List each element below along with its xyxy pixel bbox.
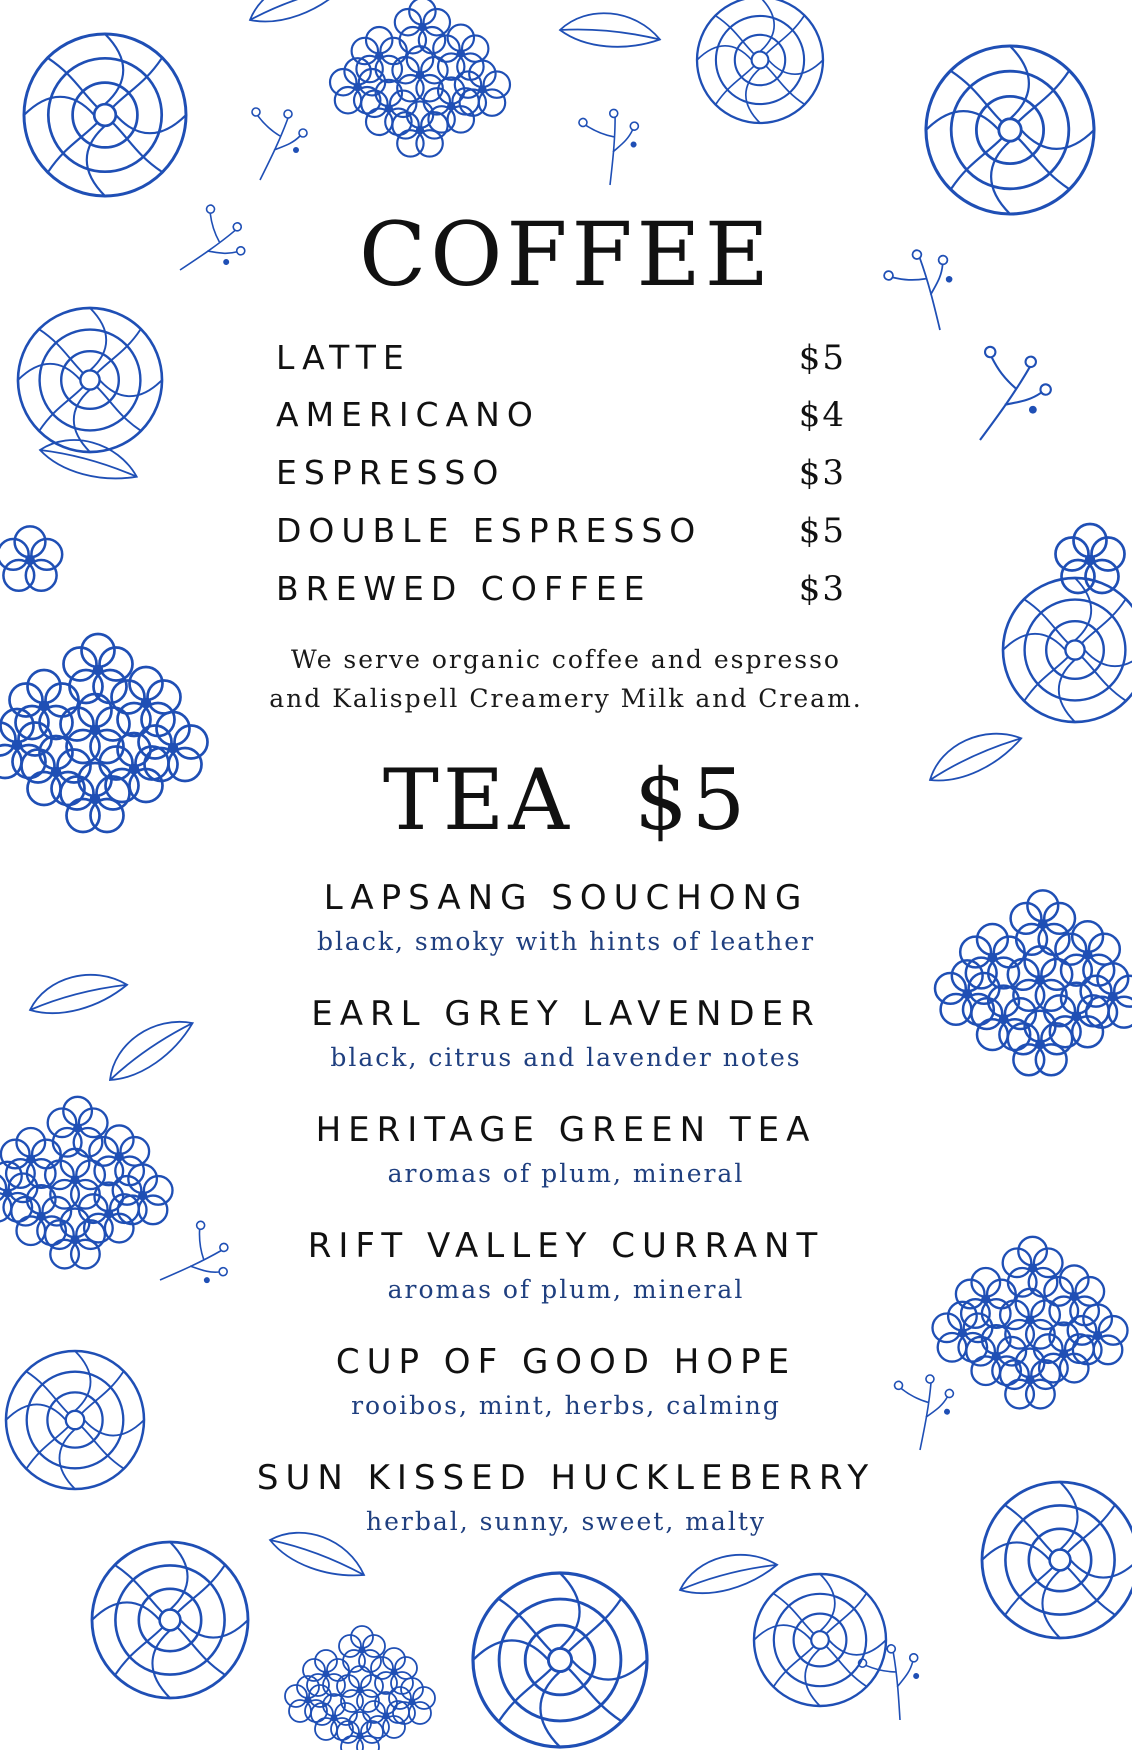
tea-item-desc: aromas of plum, mineral <box>387 1159 745 1188</box>
tea-item <box>0 1224 1132 1306</box>
coffee-item-name: LATTE <box>276 338 411 377</box>
coffee-item-price: $3 <box>798 453 846 493</box>
coffee-item <box>276 506 846 556</box>
coffee-item <box>276 333 846 383</box>
tea-item-name: CUP OF GOOD HOPE <box>335 1342 797 1382</box>
tea-item-desc: herbal, sunny, sweet, malty <box>365 1507 766 1536</box>
tea-item-name: LAPSANG SOUCHONG <box>323 878 809 918</box>
coffee-item-name: AMERICANO <box>276 395 540 434</box>
tea-item <box>0 1340 1132 1422</box>
coffee-item-name: DOUBLE ESPRESSO <box>276 511 703 550</box>
tea-heading: TEA $5 <box>382 751 750 849</box>
coffee-item-price: $5 <box>798 511 846 551</box>
tea-item-desc: black, citrus and lavender notes <box>330 1043 802 1072</box>
tea-item-desc: aromas of plum, mineral <box>387 1275 745 1304</box>
coffee-item <box>276 390 846 440</box>
coffee-item-name: ESPRESSO <box>276 453 506 492</box>
tea-item-name: HERITAGE GREEN TEA <box>315 1110 817 1150</box>
tea-item <box>0 876 1132 958</box>
coffee-note-line: We serve organic coffee and espresso <box>291 645 841 674</box>
coffee-item-price: $3 <box>798 569 846 609</box>
tea-item-name: SUN KISSED HUCKLEBERRY <box>256 1458 876 1498</box>
tea-item-desc: rooibos, mint, herbs, calming <box>351 1391 781 1420</box>
coffee-item-name: BREWED COFFEE <box>276 569 652 608</box>
tea-item <box>0 1108 1132 1190</box>
tea-item <box>0 992 1132 1074</box>
coffee-note <box>0 640 1132 718</box>
coffee-heading: COFFEE <box>358 203 774 306</box>
coffee-note-line: and Kalispell Creamery Milk and Cream. <box>269 684 863 713</box>
tea-item <box>0 1456 1132 1538</box>
coffee-item-price: $5 <box>798 338 846 378</box>
tea-item-desc: black, smoky with hints of leather <box>316 927 816 956</box>
tea-item-name: EARL GREY LAVENDER <box>311 994 821 1034</box>
tea-item-name: RIFT VALLEY CURRANT <box>307 1226 825 1266</box>
coffee-item-price: $4 <box>798 395 846 435</box>
coffee-item <box>276 448 846 498</box>
coffee-item <box>276 564 846 614</box>
